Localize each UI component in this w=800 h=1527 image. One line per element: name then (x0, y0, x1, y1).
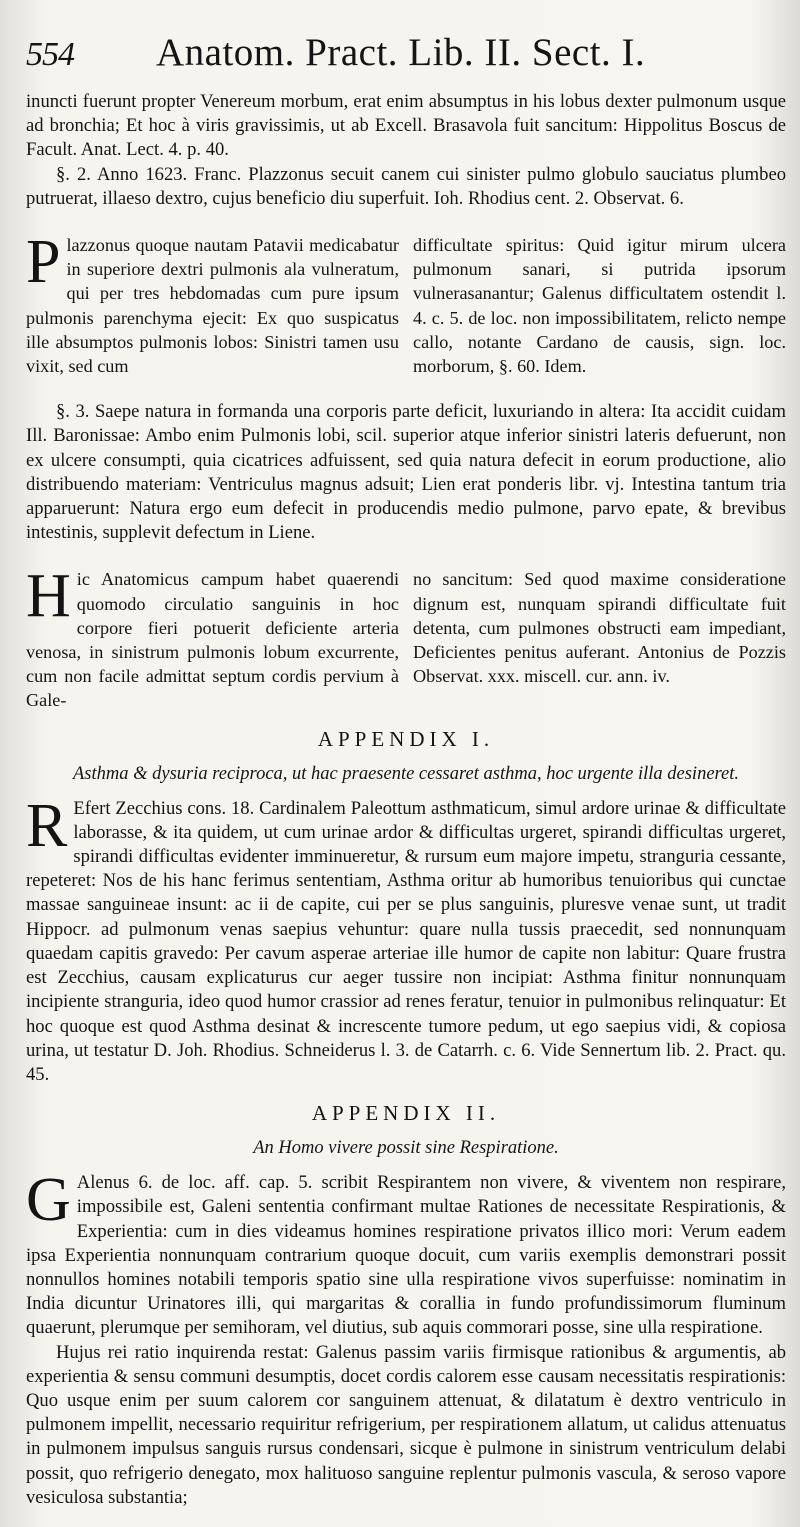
running-title: Anatom. Pract. Lib. II. Sect. I. (156, 31, 646, 74)
running-head (26, 30, 786, 90)
hic-left-text: ic Anatomicus campum habet quaerendi quomodo circulatio sanguinis in hoc corpore fieri potuerit deficiente arteria venosa, in sinistrum pulmonis lobum excurrente, cum non facile admittat septum cordis pervium à Gale- (26, 569, 399, 711)
appendix-2-heading: APPENDIX II. (311, 1101, 501, 1126)
drop-cap-p: P (26, 228, 61, 297)
appendix-1-text (26, 791, 786, 1087)
plazzonus-left-text: lazzonus quoque nautam Patavii medicabatur in superiore dextri pulmonis ala vulneratum, qui per tres hebdomadas cum pure ipsum pulmonis parenchyma ejecit: Ex quo suspicatus ille absumptos pulmonis lobos: Sinistri tamen usu vixit, sed cum (26, 235, 399, 377)
plazzonus-right-text: difficultate spiritus: Quid igitur mirum ulcera pulmonum sanari, si putrida ipsorum vulnerasanantur; Galenus difficultatem ostendit l. 4. c. 5. de loc. non impossibilitatem, relicto nempe callo, notante Cardano de causis, sign. loc. morborum, §. 60. Idem. (413, 235, 786, 377)
hic-block (26, 562, 786, 712)
intro-paragraph: inuncti fuerunt propter Venereum morbum, erat enim absumptus in his lobus dexter pulmonum usque ad bronchia; Et hoc à viris gravissimis, ut ab Excell. Brasavola fuit sancitum: Hippolitus Boscus de Facult. Anat. Lect. 4. p. 40. (26, 91, 786, 161)
hic-right-column (413, 567, 786, 712)
hic-right-text: no sancitum: Sed quod maxime consideratione dignum est, nunquam spirandi difficultate fuit detenta, cum pulmones obstructi eam impediant, Deficientes penitus auferant. Antonius de Pozzis Observat. xxx. miscell. cur. ann. iv. (413, 569, 786, 687)
page-number: 554 (26, 36, 74, 73)
appendix-2-subheading: An Homo vivere possit sine Respiratione. (253, 1138, 559, 1159)
plazzonus-right-column (413, 233, 786, 378)
plazzonus-left-column (26, 228, 399, 378)
drop-cap-g: G (26, 1166, 71, 1235)
appendix-1-body: Efert Zecchius cons. 18. Cardinalem Paleottum asthmaticum, simul ardore urinae & difficultate laborasse, & ita quidem, ut cum urinae ardor & difficultas urgeret, spirandi difficultas urgeret, spirandi difficultas evidenter imminueretur, & rursum eum majore impetu, stranguria cessante, repeteret: Nos de his hanc ferimus sententiam, Asthma oritur ab humoribus tenuioribus qui cunctae massae sanguineae insunt: ac ii de capite, cui per se plus sanguinis, pluresve venae sunt, ut tradit Hippocr. ad pulmonum venas saepius vehuntur: quare nulla tussis praecedit, sed nonnunquam quaedam capitis gravedo: Per cavum asperae arteriae ille humor de capite non labitur: Quare frustra est Zecchius, causam explicaturus cur aeger tussire non incipiat: Asthma finitur nonnunquam incipiente stranguria, ideo quod humor crassior ad renes feratur, tenuior in pulmonibus relinquatur: Et hoc quoque est quod Asthma desinat & increscente tumore pedum, ut ego saepius vidi, & copiosa urina, ut testatur D. Joh. Rhodius. Schneiderus l. 3. de Catarrh. c. 6. Vide Sennertum lib. 2. Pract. qu. 45. (26, 797, 786, 1085)
appendix-1-subheading: Asthma & dysuria reciproca, ut hac praesente cessaret asthma, hoc urgente illa desineret. (72, 763, 740, 784)
section-3-paragraph: §. 3. Saepe natura in formanda una corporis parte deficit, luxuriando in altera: Ita accidit cuidam Ill. Baronissae: Ambo enim Pulmonis lobi, scil. superior atque inferior sinistri lateris defuerunt, non ex ulcere consumpti, quia cicatrices adfuissent, sed quia natura defecit in eorum productione, alio distribuendo materiam: Ventriculus magnus adsuit; Lien erat ponderis libr. vj. Intestina tantum tria apparuerunt: Natura ergo eum defecit in producendis medio pulmone, parvo epate, & brevibus intestinis, supplevit defectum in Liene. (26, 401, 786, 544)
drop-cap-h: H (26, 562, 71, 631)
appendix-1-heading: APPENDIX I. (317, 726, 495, 751)
hic-left-column (26, 562, 399, 712)
appendix-2-text (26, 1166, 786, 1340)
appendix-2-paragraph-2: Hujus rei ratio inquirenda restat: Galenus passim variis firmisque rationibus & argumentis, ab experientia & sensu communi desumptis, docet cordis calorem esse causam necessitatis respirationis: Quo usque enim per suum calorem cor sanguinem attenuat, & dilatatum è dextro ventriculo in pulmonem impellit, necessario requiritur refrigerium, per respirationem allatum, ut calidus attenuatus in pulmonem impulsus sanguis rursus condensari, sicque è pulmone in sinistrum ventriculum delabi possit, quo refrigerio denegato, mox halituoso sanguine replentur pulmonis vascula, & seroso vapore vesiculosa substantia; (26, 1341, 786, 1508)
drop-cap-r: R (26, 791, 68, 860)
section-2-paragraph: §. 2. Anno 1623. Franc. Plazzonus secuit canem cui sinister pulmo globulo sauciatus plumbeo putruerat, illaeso dextro, cujus beneficio diu superfuit. Ioh. Rhodius cent. 2. Observat. 6. (26, 163, 786, 209)
plazzonus-block (26, 228, 786, 378)
appendix-2-body: Alenus 6. de loc. aff. cap. 5. scribit Respirantem non vivere, & viventem non respirare, impossibile est, Galeni sententia confirmant multae Rationes de necessitate Respirationis, & Experientia: cum in dies videamus homines respiratione privatos illico mori: Verum eadem ipsa Experientia nonnunquam contrarium quoque docuit, cum variis exemplis demonstrari possit nonnullos homines notabili temporis spatio sine ulla respiratione vivos superfuisse: nominatim in India dicuntur Urinatores illi, qui margaritas & corallia in fundo profundissimorum fluminum quaerunt, plerumque per semihoram, vel diutius, sub aquis commorari posse, sine ulla respiratione. (26, 1172, 786, 1339)
